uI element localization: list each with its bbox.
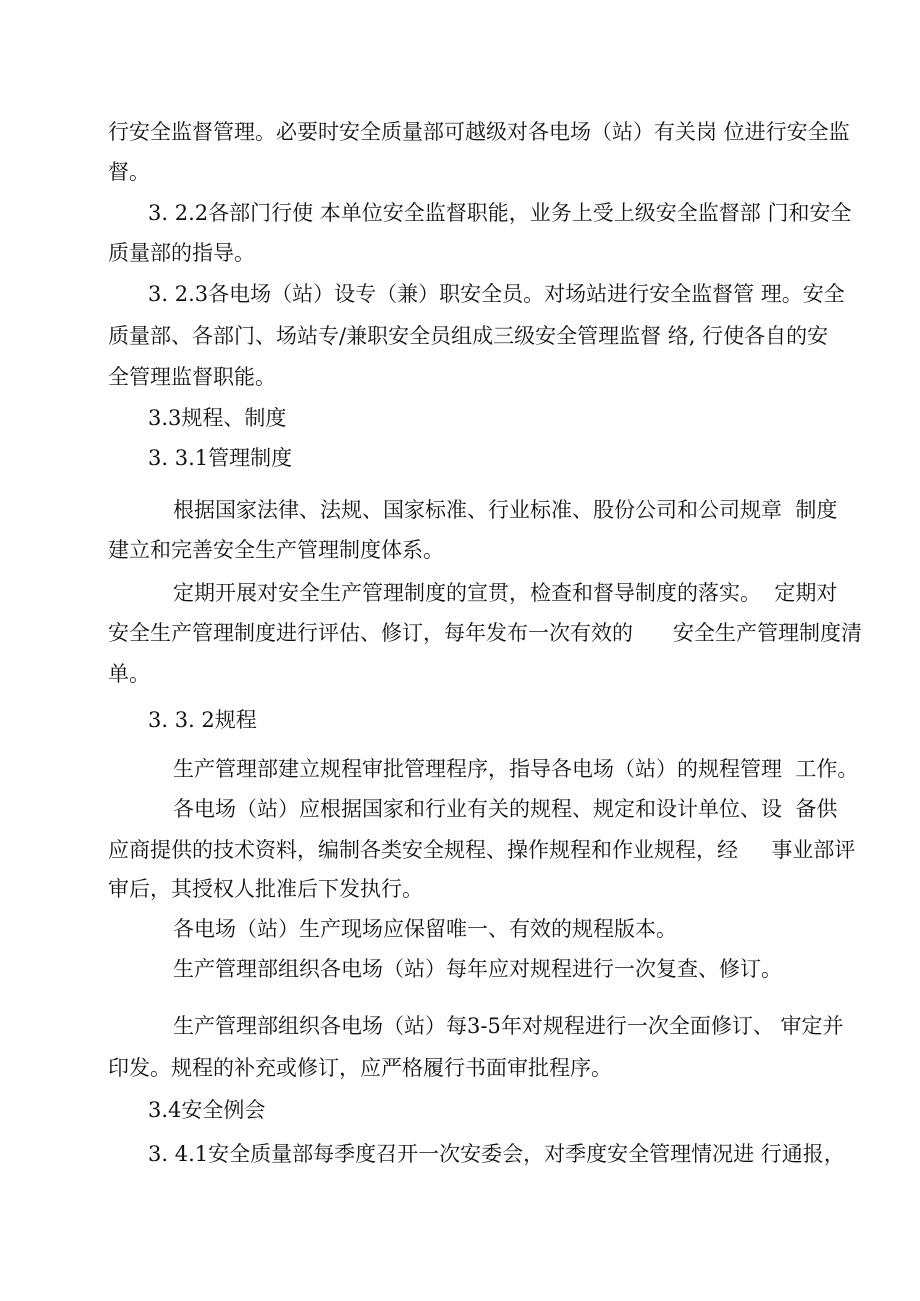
text-line: 生产管理部建立规程审批管理程序，指导各电场（站）的规程管理 工作。 <box>173 757 859 781</box>
section-heading: 3. 2.2各部门行使 本单位安全监督职能，业务上受上级安全监督部 门和安全 <box>148 201 852 225</box>
text-line: 各电场（站）应根据国家和行业有关的规程、规定和设计单位、设 备供 <box>173 797 838 821</box>
text-line: 质量部、各部门、场站专/兼职安全员组成三级安全管理监督 络, 行使各自的安 <box>108 324 829 348</box>
text-line: 全管理监督职能。 <box>108 365 276 389</box>
text-line: 行安全监督管理。必要时安全质量部可越级对各电场（站）有关岗 位进行安全监 <box>108 120 850 144</box>
text-line: 建立和完善安全生产管理制度体系。 <box>108 538 444 562</box>
section-heading: 3. 3. 2规程 <box>148 708 257 732</box>
text-line: 印发。规程的补充或修订，应严格履行书面审批程序。 <box>108 1056 612 1080</box>
text-line: 单。 <box>108 662 150 686</box>
section-heading: 3. 3.1管理制度 <box>148 446 293 470</box>
text-line: 应商提供的技术资料，编制各类安全规程、操作规程和作业规程，经 事业部评 <box>108 838 856 862</box>
section-heading: 3. 2.3各电场（站）设专（兼）职安全员。对场站进行安全监督管 理。安全 <box>148 282 845 306</box>
text-line: 审后，其授权人批准后下发执行。 <box>108 877 423 901</box>
text-line: 生产管理部组织各电场（站）每年应对规程进行一次复查、修订。 <box>173 957 782 981</box>
text-line: 定期开展对安全生产管理制度的宣贯，检查和督导制度的落实。 定期对 <box>173 581 838 605</box>
section-heading: 3.4安全例会 <box>148 1098 266 1122</box>
text-line: 督。 <box>108 160 150 184</box>
text-line: 质量部的指导。 <box>108 241 255 265</box>
text-line: 各电场（站）生产现场应保留唯一、有效的规程版本。 <box>173 917 677 941</box>
section-heading: 3. 4.1安全质量部每季度召开一次安委会，对季度安全管理情况进 行通报， <box>148 1142 845 1166</box>
section-heading: 3.3规程、制度 <box>148 406 287 430</box>
text-line: 安全生产管理制度进行评估、修订，每年发布一次有效的 安全生产管理制度清 <box>108 621 863 645</box>
text-line: 根据国家法律、法规、国家标准、行业标准、股份公司和公司规章 制度 <box>173 498 838 522</box>
text-line: 生产管理部组织各电场（站）每3-5年对规程进行一次全面修订、 审定并 <box>173 1014 844 1038</box>
